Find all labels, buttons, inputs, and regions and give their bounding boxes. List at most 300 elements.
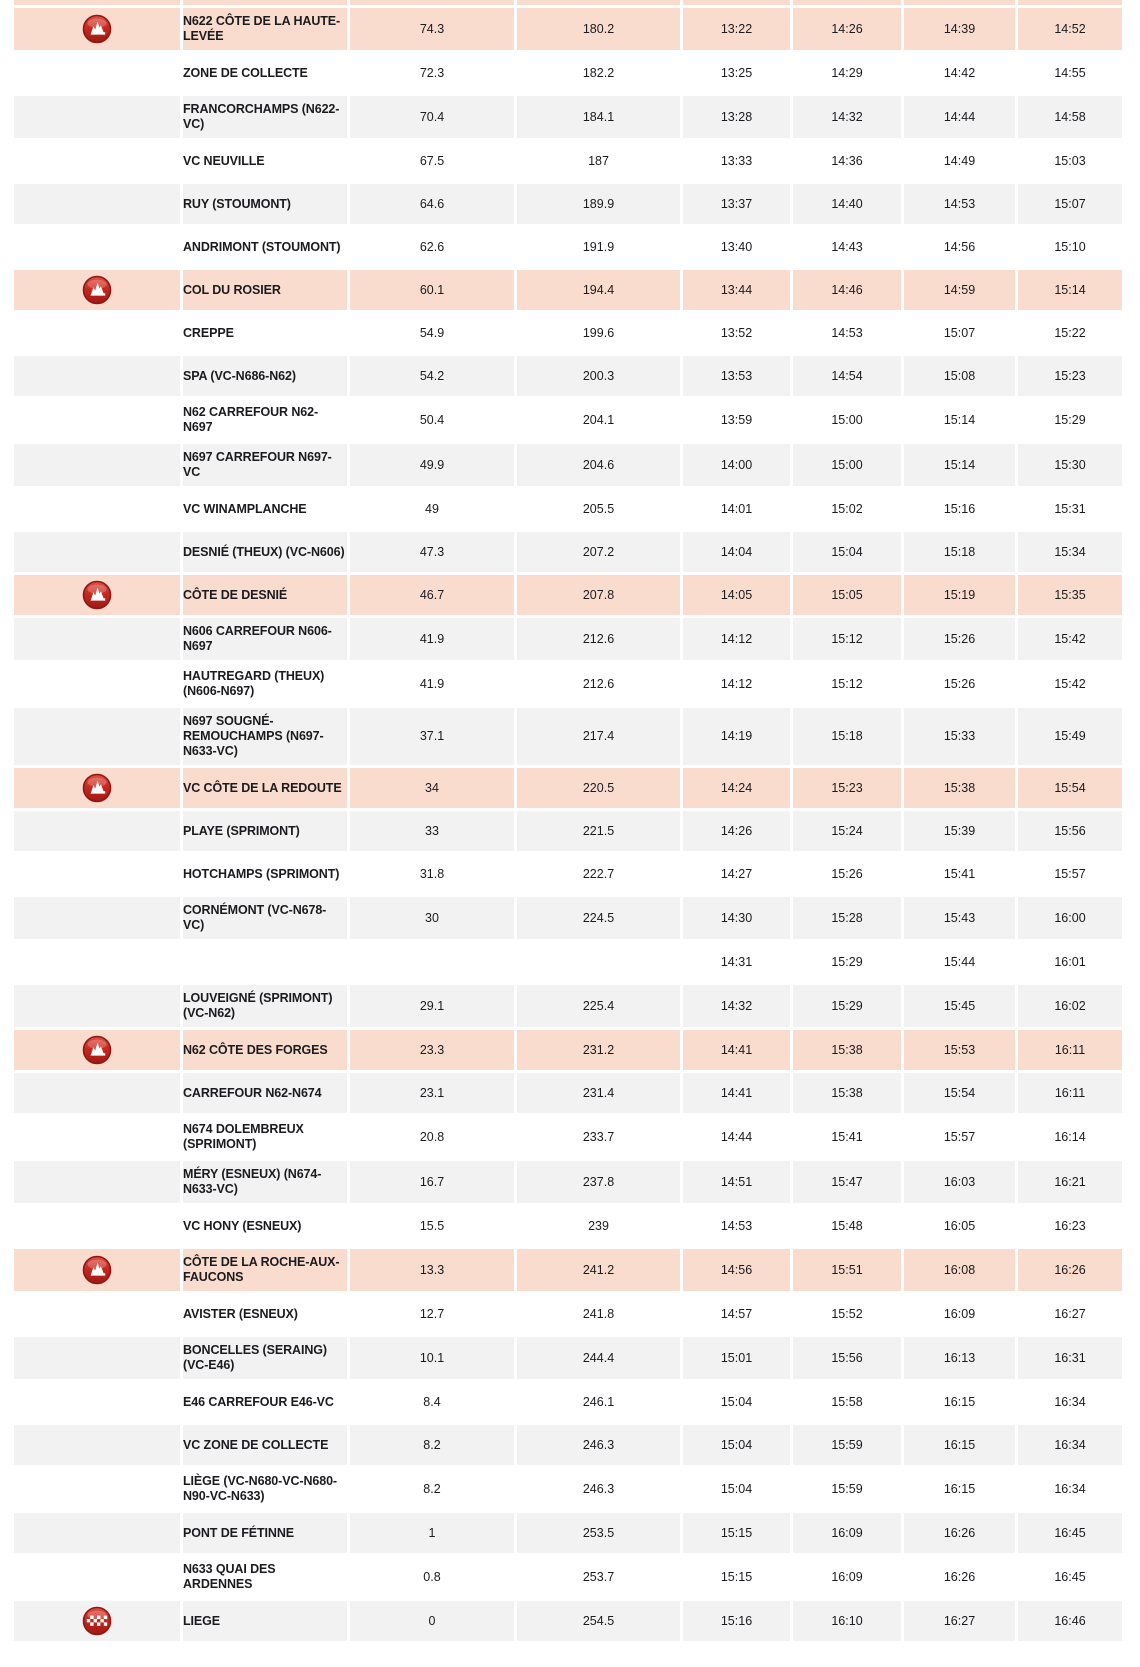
km-to-go-cell xyxy=(350,1206,514,1246)
climb-mountain-icon xyxy=(82,773,112,803)
km-covered-cell xyxy=(517,0,680,5)
time-value: 15:14 xyxy=(1054,282,1086,297)
row-icon xyxy=(82,1299,112,1329)
name-cell xyxy=(183,1030,347,1070)
km-covered-value: 224.5 xyxy=(582,910,615,925)
km-covered-value: 182.2 xyxy=(582,65,615,80)
time-cell xyxy=(793,489,901,529)
time-cell xyxy=(1018,1030,1122,1070)
time-value: 14:56 xyxy=(720,1262,753,1277)
route-point-name: VC HONY (ESNEUX) xyxy=(183,1218,302,1233)
km-to-go-value: 8.4 xyxy=(423,1394,441,1409)
route-point-name: ANDRIMONT (STOUMONT) xyxy=(183,239,341,254)
time-cell xyxy=(904,96,1015,138)
time-cell xyxy=(904,768,1015,808)
row-icon xyxy=(82,947,112,977)
km-covered-cell xyxy=(517,227,680,267)
time-value: 15:07 xyxy=(1054,196,1086,211)
route-point-name: N606 CARREFOUR N606-N697 xyxy=(183,624,332,653)
km-to-go-value: 12.7 xyxy=(419,1306,445,1321)
km-covered-cell xyxy=(517,141,680,181)
route-point-name: VC CÔTE DE LA REDOUTE xyxy=(183,780,342,795)
row-icon xyxy=(82,1387,112,1417)
icon-cell xyxy=(14,399,180,441)
km-covered-cell xyxy=(517,1116,680,1158)
table-row xyxy=(14,1601,1122,1641)
table-row xyxy=(14,53,1122,93)
icon-cell xyxy=(14,1337,180,1379)
time-value: 15:51 xyxy=(831,1262,863,1277)
km-to-go-cell xyxy=(350,1513,514,1553)
time-value: 14:59 xyxy=(943,282,976,297)
time-cell xyxy=(793,270,901,310)
km-to-go-cell xyxy=(350,532,514,572)
icon-cell xyxy=(14,270,180,310)
km-to-go-cell xyxy=(350,1030,514,1070)
time-cell xyxy=(904,399,1015,441)
km-covered-value: 246.3 xyxy=(582,1437,615,1452)
time-value: 15:53 xyxy=(943,1042,976,1057)
table-row xyxy=(14,227,1122,267)
name-cell xyxy=(183,1337,347,1379)
km-covered-value: 231.2 xyxy=(582,1042,615,1057)
km-to-go-cell xyxy=(350,811,514,851)
km-to-go-cell xyxy=(350,1382,514,1422)
time-value: 16:21 xyxy=(1054,1174,1086,1189)
time-cell xyxy=(904,1294,1015,1334)
time-cell xyxy=(1018,897,1122,939)
km-to-go-value: 33 xyxy=(425,823,439,838)
time-cell xyxy=(904,1249,1015,1291)
km-covered-value: 241.2 xyxy=(582,1262,615,1277)
route-point-name: CÔTE DE LA ROCHE-AUX-FAUCONS xyxy=(183,1255,340,1284)
table-row xyxy=(14,489,1122,529)
km-to-go-value: 41.9 xyxy=(419,631,445,646)
row-icon xyxy=(82,14,112,44)
route-point-name: CARREFOUR N62-N674 xyxy=(183,1085,322,1100)
route-point-name: N622 CÔTE DE LA HAUTE-LEVÉE xyxy=(183,14,341,43)
km-to-go-value: 16.7 xyxy=(419,1174,445,1189)
icon-cell xyxy=(14,1382,180,1422)
icon-cell xyxy=(14,1249,180,1291)
name-cell xyxy=(183,270,347,310)
km-covered-value: 246.1 xyxy=(582,1394,615,1409)
route-point-name: VC ZONE DE COLLECTE xyxy=(183,1437,329,1452)
km-to-go-cell xyxy=(350,399,514,441)
km-covered-value: 241.8 xyxy=(582,1306,615,1321)
time-cell xyxy=(1018,1116,1122,1158)
name-cell xyxy=(183,897,347,939)
km-covered-value: 207.8 xyxy=(582,587,615,602)
time-value: 15:41 xyxy=(943,866,976,881)
time-value: 13:37 xyxy=(720,196,753,211)
time-cell xyxy=(793,184,901,224)
km-to-go-cell xyxy=(350,1556,514,1598)
time-value: 15:04 xyxy=(720,1481,753,1496)
route-point-name: FRANCORCHAMPS (N622-VC) xyxy=(183,102,340,131)
route-point-name: VC NEUVILLE xyxy=(183,153,265,168)
time-value: 14:57 xyxy=(720,1306,753,1321)
time-cell xyxy=(904,356,1015,396)
km-covered-cell xyxy=(517,489,680,529)
time-cell xyxy=(683,489,790,529)
time-value: 16:02 xyxy=(1054,998,1086,1013)
time-cell xyxy=(793,942,901,982)
time-value: 14:52 xyxy=(1054,21,1086,36)
icon-cell xyxy=(14,1556,180,1598)
km-to-go-cell xyxy=(350,1425,514,1465)
name-cell xyxy=(183,1382,347,1422)
time-cell xyxy=(793,1513,901,1553)
time-cell xyxy=(1018,532,1122,572)
km-to-go-cell xyxy=(350,0,514,5)
time-value: 14:29 xyxy=(831,65,863,80)
time-value: 15:44 xyxy=(943,954,976,969)
name-cell xyxy=(183,708,347,765)
km-covered-value: 217.4 xyxy=(582,729,615,743)
row-icon xyxy=(82,102,112,132)
icon-cell xyxy=(14,53,180,93)
time-cell xyxy=(793,0,901,5)
km-covered-cell xyxy=(517,356,680,396)
km-to-go-value: 30 xyxy=(425,910,439,925)
km-to-go-cell xyxy=(350,768,514,808)
icon-cell xyxy=(14,96,180,138)
icon-cell xyxy=(14,1206,180,1246)
name-cell xyxy=(183,141,347,181)
km-to-go-cell xyxy=(350,227,514,267)
route-point-name: N674 DOLEMBREUX (SPRIMONT) xyxy=(183,1122,304,1151)
route-point-name: LIEGE xyxy=(183,1613,221,1628)
row-icon xyxy=(82,903,112,933)
route-point-name: PLAYE (SPRIMONT) xyxy=(183,823,300,838)
km-covered-value: 180.2 xyxy=(582,21,615,36)
time-cell xyxy=(793,1030,901,1070)
time-cell xyxy=(793,53,901,93)
km-to-go-value: 49.9 xyxy=(419,457,445,472)
table-row xyxy=(14,1556,1122,1598)
km-covered-cell xyxy=(517,708,680,765)
time-value: 14:40 xyxy=(831,196,863,211)
name-cell xyxy=(183,313,347,353)
time-cell xyxy=(683,356,790,396)
time-value: 14:27 xyxy=(720,866,753,881)
row-icon xyxy=(82,318,112,348)
km-to-go-value: 8.2 xyxy=(423,1481,441,1496)
row-icon xyxy=(82,1078,112,1108)
time-cell xyxy=(904,270,1015,310)
km-to-go-cell xyxy=(350,1294,514,1334)
time-cell xyxy=(904,313,1015,353)
icon-cell xyxy=(14,854,180,894)
time-cell xyxy=(1018,1337,1122,1379)
time-cell xyxy=(793,1468,901,1510)
table-row xyxy=(14,1425,1122,1465)
km-to-go-value: 13.3 xyxy=(419,1262,445,1277)
time-value: 15:03 xyxy=(1054,153,1086,168)
time-value: 16:34 xyxy=(1054,1437,1086,1452)
km-covered-cell xyxy=(517,811,680,851)
time-cell xyxy=(904,1513,1015,1553)
table-row xyxy=(14,811,1122,851)
row-icon xyxy=(82,146,112,176)
table-row xyxy=(14,618,1122,660)
icon-cell xyxy=(14,1425,180,1465)
km-covered-cell xyxy=(517,663,680,705)
km-covered-value: 187 xyxy=(588,153,609,168)
time-value: 16:15 xyxy=(943,1481,976,1496)
time-cell xyxy=(793,313,901,353)
climb-mountain-icon xyxy=(82,275,112,305)
time-value: 16:09 xyxy=(943,1306,976,1321)
km-to-go-cell xyxy=(350,897,514,939)
time-value: 16:10 xyxy=(831,1613,863,1628)
row-icon xyxy=(82,991,112,1021)
route-point-name: CORNÉMONT (VC-N678-VC) xyxy=(183,903,327,932)
table-row xyxy=(14,399,1122,441)
time-cell xyxy=(793,663,901,705)
km-to-go-cell xyxy=(350,356,514,396)
time-value: 15:02 xyxy=(831,501,863,516)
row-icon xyxy=(82,1606,112,1636)
time-cell xyxy=(793,1249,901,1291)
table-row xyxy=(14,141,1122,181)
time-value: 15:04 xyxy=(720,1437,753,1452)
time-cell xyxy=(1018,399,1122,441)
name-cell xyxy=(183,399,347,441)
time-value: 15:15 xyxy=(720,1569,753,1584)
row-icon xyxy=(82,859,112,889)
name-cell xyxy=(183,1294,347,1334)
time-cell xyxy=(1018,708,1122,765)
time-cell xyxy=(1018,53,1122,93)
row-icon xyxy=(82,624,112,654)
time-value: 15:49 xyxy=(1054,729,1086,743)
time-cell xyxy=(793,1601,901,1641)
time-cell xyxy=(793,444,901,486)
km-to-go-value: 0 xyxy=(428,1613,436,1628)
km-covered-cell xyxy=(517,1249,680,1291)
time-value: 16:15 xyxy=(943,1394,976,1409)
route-point-name: AVISTER (ESNEUX) xyxy=(183,1306,298,1321)
km-covered-cell xyxy=(517,184,680,224)
table-row xyxy=(14,444,1122,486)
time-cell xyxy=(1018,8,1122,50)
time-value: 16:03 xyxy=(943,1174,976,1189)
km-covered-value: 199.6 xyxy=(582,325,615,340)
table-row xyxy=(14,663,1122,705)
km-to-go-cell xyxy=(350,708,514,765)
time-value: 16:15 xyxy=(943,1437,976,1452)
icon-cell xyxy=(14,356,180,396)
time-cell xyxy=(793,1161,901,1203)
time-cell xyxy=(1018,489,1122,529)
km-covered-value: 200.3 xyxy=(582,368,615,383)
row-icon xyxy=(82,537,112,567)
time-cell xyxy=(904,1116,1015,1158)
time-cell xyxy=(793,985,901,1027)
time-cell xyxy=(1018,1382,1122,1422)
km-covered-value: 246.3 xyxy=(582,1481,615,1496)
table-row xyxy=(14,1468,1122,1510)
icon-cell xyxy=(14,0,180,5)
time-cell xyxy=(793,1073,901,1113)
time-value: 15:38 xyxy=(943,780,976,795)
time-cell xyxy=(904,489,1015,529)
time-value: 15:14 xyxy=(943,412,976,427)
km-to-go-cell xyxy=(350,1468,514,1510)
time-cell xyxy=(1018,1601,1122,1641)
finish-checkered-icon xyxy=(82,1606,112,1636)
time-cell xyxy=(1018,854,1122,894)
table-row xyxy=(14,8,1122,50)
time-cell xyxy=(904,227,1015,267)
time-value: 16:34 xyxy=(1054,1394,1086,1409)
route-point-name: RUY (STOUMONT) xyxy=(183,196,291,211)
time-cell xyxy=(1018,1161,1122,1203)
icon-cell xyxy=(14,897,180,939)
time-cell xyxy=(904,1337,1015,1379)
time-value: 15:56 xyxy=(1054,823,1086,838)
time-value: 15:12 xyxy=(831,676,863,691)
time-cell xyxy=(1018,1513,1122,1553)
km-covered-cell xyxy=(517,854,680,894)
time-value: 15:34 xyxy=(1054,544,1086,559)
km-to-go-cell xyxy=(350,270,514,310)
km-covered-value: 253.7 xyxy=(582,1569,615,1584)
name-cell xyxy=(183,811,347,851)
km-covered-cell xyxy=(517,8,680,50)
km-to-go-cell xyxy=(350,575,514,615)
row-icon xyxy=(82,232,112,262)
time-value: 14:12 xyxy=(720,676,753,691)
row-icon xyxy=(82,1474,112,1504)
time-cell xyxy=(683,985,790,1027)
time-cell xyxy=(904,532,1015,572)
time-value: 14:01 xyxy=(720,501,753,516)
row-icon xyxy=(82,1167,112,1197)
name-cell xyxy=(183,1468,347,1510)
time-value: 15:54 xyxy=(943,1085,976,1100)
table-row xyxy=(14,1382,1122,1422)
km-to-go-cell xyxy=(350,663,514,705)
time-value: 15:35 xyxy=(1054,587,1086,602)
table-row xyxy=(14,854,1122,894)
time-value: 15:31 xyxy=(1054,501,1086,516)
km-to-go-cell xyxy=(350,96,514,138)
time-cell xyxy=(683,1030,790,1070)
time-value: 13:44 xyxy=(720,282,753,297)
icon-cell xyxy=(14,575,180,615)
time-value: 13:40 xyxy=(720,239,753,254)
time-cell xyxy=(1018,1425,1122,1465)
time-value: 15:23 xyxy=(1054,368,1086,383)
km-to-go-cell xyxy=(350,53,514,93)
km-covered-cell xyxy=(517,942,680,982)
name-cell xyxy=(183,444,347,486)
time-value: 14:55 xyxy=(1054,65,1086,80)
table-row xyxy=(14,1249,1122,1291)
time-cell xyxy=(683,1468,790,1510)
time-value: 14:53 xyxy=(831,325,863,340)
route-point-name: N62 CARREFOUR N62-N697 xyxy=(183,405,319,434)
km-covered-cell xyxy=(517,897,680,939)
time-cell xyxy=(904,575,1015,615)
route-point-name: N697 SOUGNÉ-REMOUCHAMPS (N697-N633-VC) xyxy=(183,714,324,758)
time-value: 15:16 xyxy=(720,1613,753,1628)
time-value: 15:05 xyxy=(831,587,863,602)
time-value: 15:26 xyxy=(943,676,976,691)
table-row-partial xyxy=(14,0,1122,5)
time-cell xyxy=(683,1249,790,1291)
time-value: 15:04 xyxy=(831,544,863,559)
time-cell xyxy=(683,1556,790,1598)
time-value: 16:27 xyxy=(943,1613,976,1628)
time-cell xyxy=(904,1468,1015,1510)
icon-cell xyxy=(14,1030,180,1070)
time-value: 14:41 xyxy=(720,1085,753,1100)
time-value: 14:51 xyxy=(720,1174,753,1189)
time-cell xyxy=(904,1030,1015,1070)
time-cell xyxy=(683,1337,790,1379)
time-cell xyxy=(683,708,790,765)
table-row xyxy=(14,1161,1122,1203)
km-to-go-value: 54.9 xyxy=(419,325,445,340)
route-point-name: E46 CARREFOUR E46-VC xyxy=(183,1394,334,1409)
time-cell xyxy=(793,141,901,181)
route-point-name: CREPPE xyxy=(183,325,234,340)
km-to-go-value: 64.6 xyxy=(419,196,445,211)
km-to-go-value: 46.7 xyxy=(419,587,445,602)
time-value: 14:32 xyxy=(720,998,753,1013)
route-point-name: DESNIÉ (THEUX) (VC-N606) xyxy=(183,544,345,559)
time-value: 15:57 xyxy=(943,1129,976,1144)
time-value: 14:30 xyxy=(720,910,753,925)
time-cell xyxy=(904,141,1015,181)
time-value: 13:22 xyxy=(720,21,753,36)
time-value: 14:58 xyxy=(1054,109,1086,124)
row-icon xyxy=(82,361,112,391)
km-covered-value: 222.7 xyxy=(582,866,615,881)
time-cell xyxy=(793,96,901,138)
time-value: 15:16 xyxy=(943,501,976,516)
km-to-go-value: 8.2 xyxy=(423,1437,441,1452)
time-cell xyxy=(683,1294,790,1334)
icon-cell xyxy=(14,663,180,705)
km-to-go-value: 67.5 xyxy=(419,153,445,168)
time-value: 16:00 xyxy=(1054,910,1086,925)
time-cell xyxy=(683,942,790,982)
route-point-name: VC WINAMPLANCHE xyxy=(183,501,307,516)
km-covered-value: 204.6 xyxy=(582,457,615,472)
time-cell xyxy=(683,313,790,353)
name-cell xyxy=(183,489,347,529)
row-icon xyxy=(82,1343,112,1373)
time-value: 15:42 xyxy=(1054,631,1086,646)
route-point-name: ZONE DE COLLECTE xyxy=(183,65,308,80)
time-value: 15:29 xyxy=(831,998,863,1013)
km-covered-cell xyxy=(517,96,680,138)
time-value: 14:36 xyxy=(831,153,863,168)
time-cell xyxy=(683,1206,790,1246)
icon-cell xyxy=(14,313,180,353)
icon-cell xyxy=(14,1468,180,1510)
icon-cell xyxy=(14,768,180,808)
table-row xyxy=(14,1116,1122,1158)
km-covered-cell xyxy=(517,532,680,572)
time-cell xyxy=(683,96,790,138)
time-cell xyxy=(904,444,1015,486)
